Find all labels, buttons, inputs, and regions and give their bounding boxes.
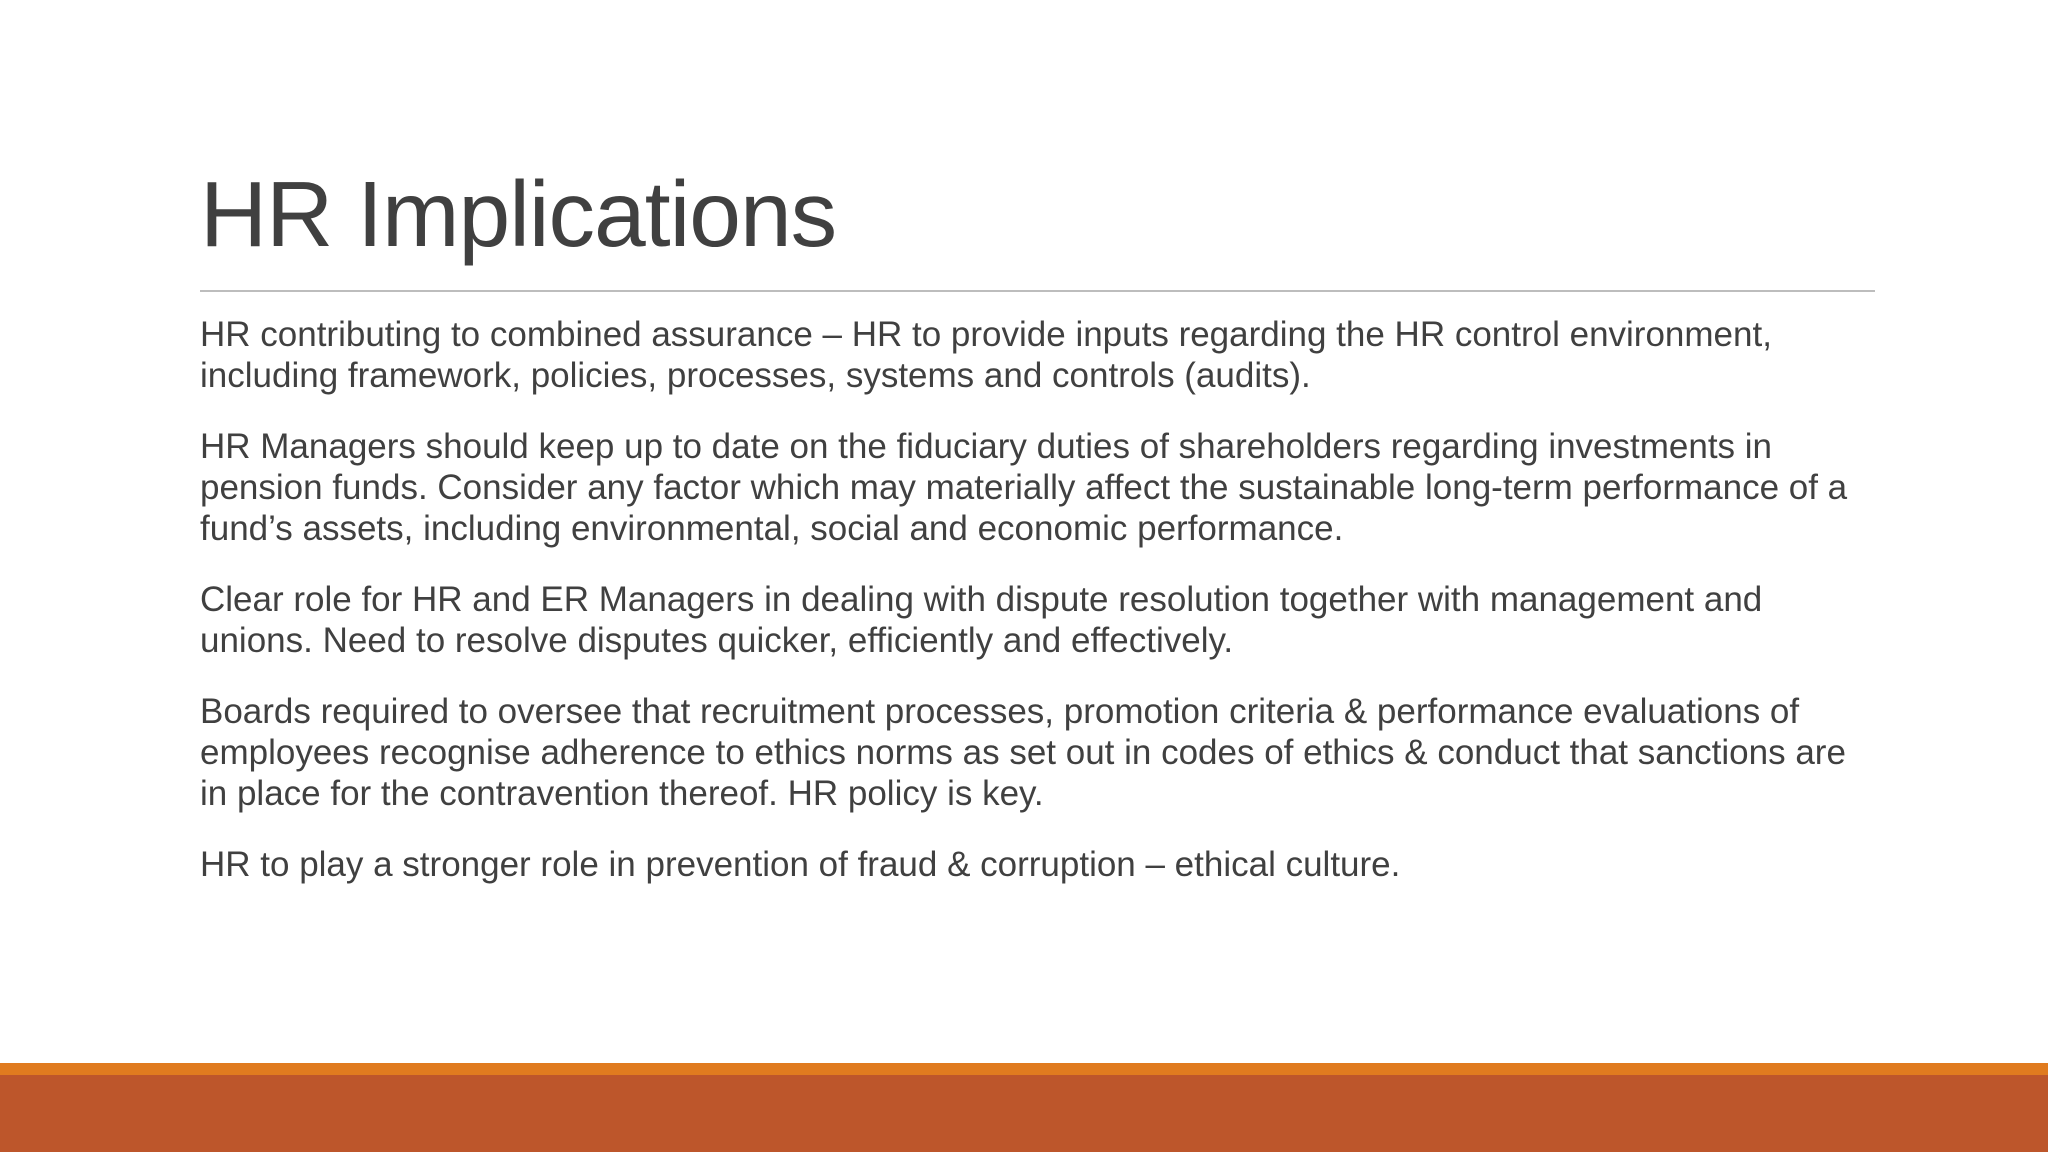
body-paragraph-1: HR contributing to combined assurance – HR to provide inputs regarding the HR control environment, including framework, policies, processes, systems and controls (audits).	[200, 315, 1772, 395]
body-paragraph-3: Clear role for HR and ER Managers in dealing with dispute resolution together with management and unions. Need to resolve disputes quicker, efficiently and effectively.	[200, 580, 1763, 660]
footer-band	[0, 1075, 2048, 1152]
slide-body	[200, 314, 1880, 915]
slide-title: HR Implications	[200, 162, 837, 266]
body-paragraph-5: HR to play a stronger role in prevention of fraud & corruption – ethical culture.	[200, 845, 1401, 884]
title-divider	[200, 290, 1875, 292]
body-paragraph-4: Boards required to oversee that recruitment processes, promotion criteria & performance evaluations of employees recognise adherence to ethics norms as set out in codes of ethics & conduct that sanctions are in place for the contravention thereof. HR policy is key.	[200, 692, 1846, 813]
body-paragraph-2: HR Managers should keep up to date on the fiduciary duties of shareholders regarding investments in pension funds. Consider any factor which may materially affect the sustainable long-term performance of a fund’s assets, including environmental, social and economic performance.	[200, 427, 1848, 548]
footer-accent-stripe	[0, 1063, 2048, 1075]
